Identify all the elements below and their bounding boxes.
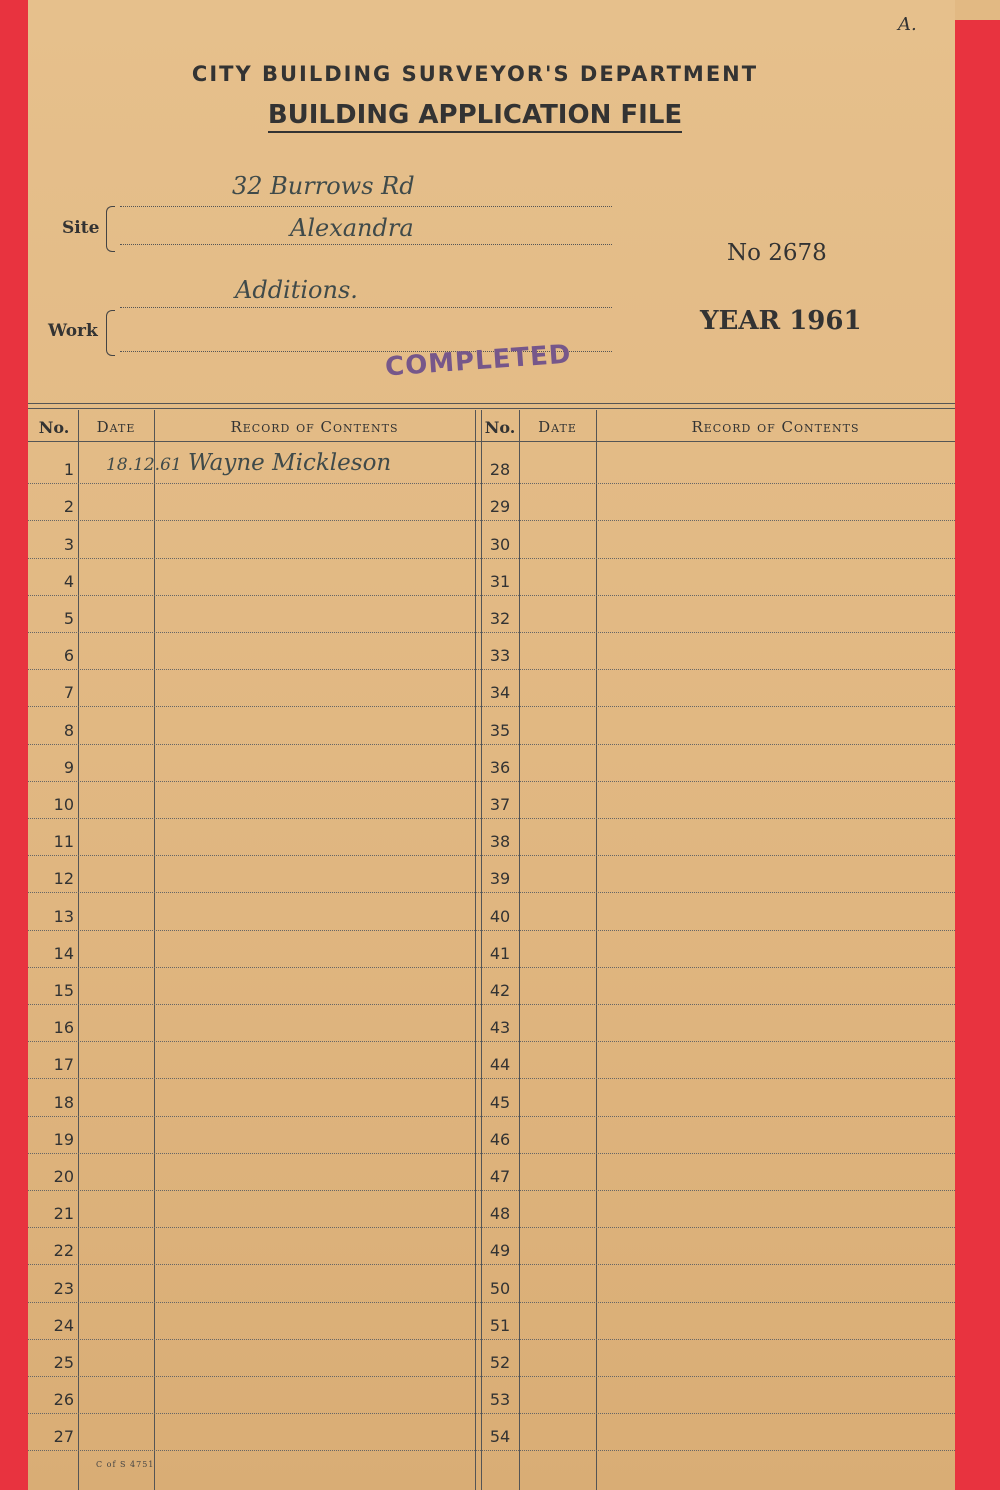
row-number-right: 32 (489, 609, 511, 628)
row-number-left: 13 (53, 907, 74, 926)
entry-1-record: Wayne Mickleson (188, 450, 392, 476)
row-rule (28, 855, 955, 856)
row-number-right: 48 (489, 1204, 511, 1223)
row-number-right: 41 (489, 944, 511, 963)
row-number-right: 54 (489, 1427, 511, 1446)
row-number-left: 18 (53, 1093, 74, 1112)
row-number-right: 52 (489, 1353, 511, 1372)
row-rule (28, 595, 955, 596)
file-year: YEAR 1961 (700, 306, 862, 336)
row-rule (28, 706, 955, 707)
row-rule (28, 1302, 955, 1303)
row-number-left: 14 (53, 944, 74, 963)
site-address-line-1: 32 Burrows Rd (232, 172, 415, 200)
row-number-right: 50 (489, 1279, 511, 1298)
work-label: Work (48, 321, 98, 341)
row-number-right: 45 (489, 1093, 511, 1112)
row-number-right: 38 (489, 832, 511, 851)
row-number-left: 16 (53, 1018, 74, 1037)
site-address-line-2: Alexandra (290, 214, 414, 242)
row-number-left: 12 (53, 869, 74, 888)
header-no-right: No. (484, 418, 516, 437)
row-rule (28, 781, 955, 782)
row-rule (28, 669, 955, 670)
row-number-right: 28 (489, 460, 511, 479)
row-number-left: 23 (53, 1279, 74, 1298)
left-red-edge (0, 0, 28, 1490)
row-number-right: 31 (489, 572, 511, 591)
row-number-left: 27 (53, 1427, 74, 1446)
header-record-left: Record of Contents (230, 418, 399, 436)
department-title: CITY BUILDING SURVEYOR'S DEPARTMENT (191, 62, 759, 86)
row-rule (28, 632, 955, 633)
row-rule (28, 1041, 955, 1042)
row-number-right: 39 (489, 869, 511, 888)
header-no-left: No. (38, 418, 70, 437)
row-rule (28, 1004, 955, 1005)
row-number-left: 15 (53, 981, 74, 1000)
row-rule (28, 1190, 955, 1191)
row-number-right: 40 (489, 907, 511, 926)
row-number-right: 42 (489, 981, 511, 1000)
row-rule (28, 1339, 955, 1340)
row-rule (28, 1376, 955, 1377)
row-rule (28, 1116, 955, 1117)
row-number-left: 20 (53, 1167, 74, 1186)
row-number-right: 35 (489, 721, 511, 740)
row-number-left: 17 (53, 1055, 74, 1074)
table-top-border-inner (28, 408, 955, 409)
row-number-left: 22 (53, 1241, 74, 1260)
row-number-left: 24 (53, 1316, 74, 1335)
work-brace (106, 310, 115, 356)
row-number-left: 1 (63, 460, 74, 479)
row-number-left: 19 (53, 1130, 74, 1149)
corner-mark: A. (898, 14, 917, 35)
table-header-rule (28, 441, 955, 442)
work-line-1 (120, 307, 612, 308)
row-number-right: 49 (489, 1241, 511, 1260)
row-number-left: 10 (53, 795, 74, 814)
row-rule (28, 967, 955, 968)
row-number-right: 29 (489, 497, 511, 516)
file-title-text: BUILDING APPLICATION FILE (268, 100, 682, 133)
table-top-border (28, 403, 955, 404)
row-number-right: 36 (489, 758, 511, 777)
row-rule (28, 1413, 955, 1414)
row-rule (28, 1450, 955, 1451)
row-number-right: 34 (489, 683, 511, 702)
row-rule (28, 1078, 955, 1079)
site-brace (106, 206, 115, 252)
row-rule (28, 818, 955, 819)
row-number-left: 5 (63, 609, 74, 628)
row-number-right: 53 (489, 1390, 511, 1409)
row-number-right: 47 (489, 1167, 511, 1186)
row-number-right: 33 (489, 646, 511, 665)
row-rule (28, 930, 955, 931)
file-title (200, 100, 750, 130)
row-rule (28, 744, 955, 745)
row-rule (28, 520, 955, 521)
row-number-left: 3 (63, 535, 74, 554)
row-number-right: 51 (489, 1316, 511, 1335)
row-number-left: 9 (63, 758, 74, 777)
right-red-edge (955, 20, 1000, 1490)
file-cover (28, 0, 955, 1490)
row-rule (28, 1153, 955, 1154)
site-line-1 (120, 206, 612, 207)
row-number-left: 6 (63, 646, 74, 665)
row-number-left: 4 (63, 572, 74, 591)
row-number-right: 46 (489, 1130, 511, 1149)
row-number-left: 25 (53, 1353, 74, 1372)
row-number-left: 11 (53, 832, 74, 851)
row-number-left: 8 (63, 721, 74, 740)
center-divider-a (475, 410, 476, 1490)
row-number-left: 26 (53, 1390, 74, 1409)
row-number-left: 2 (63, 497, 74, 516)
right-no-date-divider (519, 410, 520, 1490)
right-date-record-divider (596, 410, 597, 1490)
completed-stamp: COMPLETED (384, 339, 573, 383)
row-rule (28, 892, 955, 893)
row-number-right: 37 (489, 795, 511, 814)
row-rule (28, 558, 955, 559)
row-rule (28, 1227, 955, 1228)
row-number-left: 7 (63, 683, 74, 702)
row-rule (28, 483, 955, 484)
row-rule (28, 1264, 955, 1265)
work-description: Additions. (235, 276, 358, 304)
site-label: Site (62, 218, 100, 238)
entry-1-date: 18.12.61 (106, 455, 182, 475)
row-number-right: 44 (489, 1055, 511, 1074)
header-date-left: Date (96, 418, 136, 436)
form-code: C of S 4751 (96, 1460, 155, 1469)
file-number: No 2678 (727, 240, 827, 266)
left-date-record-divider (154, 410, 155, 1490)
row-number-right: 30 (489, 535, 511, 554)
row-number-left: 21 (53, 1204, 74, 1223)
site-line-2 (120, 244, 612, 245)
center-divider-b (481, 410, 482, 1490)
left-no-date-divider (78, 410, 79, 1490)
header-date-right: Date (538, 418, 577, 436)
header-record-right: Record of Contents (691, 418, 860, 436)
row-number-right: 43 (489, 1018, 511, 1037)
